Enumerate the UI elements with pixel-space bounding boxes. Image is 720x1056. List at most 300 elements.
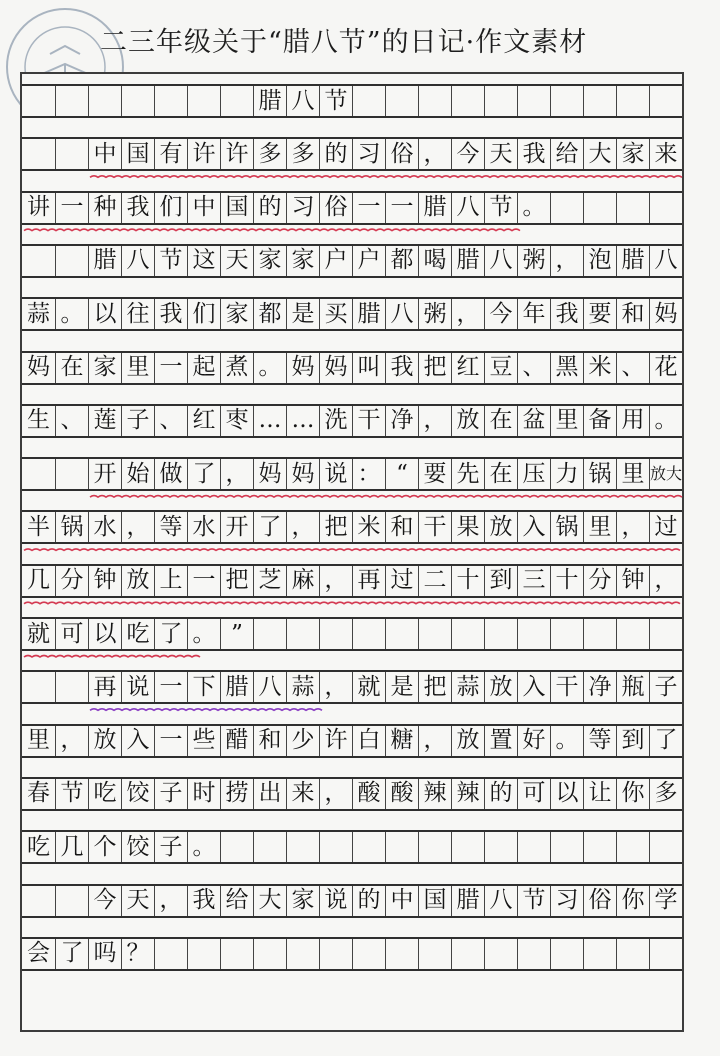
grid-cell (88, 86, 121, 116)
grid-cell: 多 (286, 139, 319, 169)
grid-cell: 先 (451, 459, 484, 489)
grid-cell: 要 (583, 299, 616, 329)
grid-cell: 这 (187, 246, 220, 276)
grid-cell: 习 (550, 886, 583, 916)
grid-cell (418, 86, 451, 116)
grid-cell (418, 619, 451, 649)
grid-cell (352, 939, 385, 969)
grid-cell: 在 (484, 459, 517, 489)
grid-cell: 说 (121, 672, 154, 702)
essay-line (22, 937, 682, 971)
essay-line (22, 510, 682, 544)
grid-cell: 分 (55, 566, 88, 596)
grid-cell: 国 (121, 139, 154, 169)
grid-cell: 里 (27, 727, 50, 754)
grid-cell: 米 (583, 353, 616, 383)
grid-cell: 多 (649, 779, 682, 809)
grid-cell: ， (418, 139, 451, 169)
grid-cell: 里 (616, 459, 649, 489)
grid-cell: 你 (616, 779, 649, 809)
grid-cell: 几 (27, 567, 50, 594)
grid-cell: 净 (385, 406, 418, 436)
grid-cell: 辣 (451, 779, 484, 809)
grid-cell (550, 939, 583, 969)
grid-cell (55, 672, 88, 702)
grid-cell: ： (352, 459, 385, 489)
grid-cell: 就 (27, 620, 50, 647)
grid-cell: 腊 (220, 672, 253, 702)
essay-line (22, 777, 682, 811)
grid-cell: 家 (286, 246, 319, 276)
grid-cell: 红 (451, 353, 484, 383)
grid-cell: 往 (121, 299, 154, 329)
grid-cell: 分 (583, 566, 616, 596)
grid-cell: 放 (121, 566, 154, 596)
grid-cell: 中 (385, 886, 418, 916)
grid-cell: 红 (187, 406, 220, 436)
grid-cell: 吗 (88, 939, 121, 969)
grid-cell (649, 939, 682, 969)
grid-cell: 家 (88, 353, 121, 383)
grid-cell: 以 (550, 779, 583, 809)
grid-cell: 生 (27, 407, 50, 434)
grid-cell: 一 (154, 353, 187, 383)
grid-cell: 始 (121, 459, 154, 489)
grid-cell: 和 (253, 726, 286, 756)
grid-cell: 天 (484, 139, 517, 169)
grid-cell (550, 86, 583, 116)
grid-cell (286, 832, 319, 862)
grid-cell: ， (319, 566, 352, 596)
grid-cell: 放 (88, 726, 121, 756)
grid-cell: 放 (451, 726, 484, 756)
grid-cell (550, 619, 583, 649)
grid-cell: 粥 (517, 246, 550, 276)
grid-cell: 腊 (88, 246, 121, 276)
essay-line (22, 191, 682, 225)
grid-cell: 开 (88, 459, 121, 489)
grid-cell (451, 939, 484, 969)
grid-cell: 在 (484, 406, 517, 436)
grid-cell (385, 939, 418, 969)
grid-cell: 。 (253, 353, 286, 383)
grid-cell: 入 (517, 512, 550, 542)
grid-cell (55, 459, 88, 489)
grid-cell: 莲 (88, 406, 121, 436)
grid-cell: 了 (154, 619, 187, 649)
grid-cell (22, 246, 55, 276)
grid-cell: 了 (55, 939, 88, 969)
grid-cell (22, 459, 55, 489)
grid-cell (517, 619, 550, 649)
grid-cell: 户 (319, 246, 352, 276)
grid-cell: 妈 (27, 354, 50, 380)
grid-cell (22, 672, 55, 702)
grid-cell: 的 (484, 779, 517, 809)
grid-cell (22, 139, 55, 169)
grid-cell: 俗 (583, 886, 616, 916)
grid-cell: 以 (88, 299, 121, 329)
grid-cell: 入 (517, 672, 550, 702)
grid-cell: ， (319, 779, 352, 809)
grid-cell: ， (550, 246, 583, 276)
grid-cell (220, 939, 253, 969)
grid-cell (385, 832, 418, 862)
grid-cell (583, 86, 616, 116)
grid-cell: ， (286, 512, 319, 542)
grid-cell: 妈 (286, 459, 319, 489)
grid-cell (616, 619, 649, 649)
grid-cell: 再 (88, 672, 121, 702)
grid-cell: 一 (55, 193, 88, 223)
grid-cell (55, 139, 88, 169)
grid-cell: 习 (352, 139, 385, 169)
grid-cell: 个 (88, 832, 121, 862)
grid-cell: 讲 (27, 194, 50, 221)
grid-cell: 黑 (550, 353, 583, 383)
grid-cell: 今 (484, 299, 517, 329)
grid-cell: ， (616, 512, 649, 542)
grid-cell: 在 (55, 353, 88, 383)
grid-cell: 好 (517, 726, 550, 756)
grid-cell: 家 (253, 246, 286, 276)
grid-cell: 吃 (27, 833, 50, 860)
grid-cell: 出 (253, 779, 286, 809)
page-header (0, 0, 720, 70)
grid-cell: 。 (187, 619, 220, 649)
grid-cell (451, 619, 484, 649)
grid-cell: 把 (418, 672, 451, 702)
grid-cell: 妈 (253, 459, 286, 489)
grid-cell: 家 (286, 886, 319, 916)
grid-cell: 过 (649, 512, 682, 542)
grid-cell (649, 193, 682, 223)
grid-cell: 中 (88, 139, 121, 169)
grid-cell: 水 (88, 512, 121, 542)
grid-cell: 里 (121, 353, 154, 383)
grid-cell: 年 (517, 299, 550, 329)
grid-cell: 放 (451, 406, 484, 436)
grid-cell: 。 (649, 406, 682, 436)
grid-cell: 里 (550, 406, 583, 436)
grid-cell: 子 (154, 832, 187, 862)
grid-cell: ， (55, 726, 88, 756)
grid-cell: 盆 (517, 406, 550, 436)
grid-cell: 了 (253, 512, 286, 542)
grid-cell: 可 (55, 619, 88, 649)
grid-cell: 糖 (385, 726, 418, 756)
grid-cell: 干 (550, 672, 583, 702)
grid-cell (649, 86, 682, 116)
grid-cell: 蒜 (27, 300, 50, 327)
grid-cell (583, 619, 616, 649)
grid-cell: 一 (352, 193, 385, 223)
grid-cell (484, 832, 517, 862)
grid-cell: 钟 (616, 566, 649, 596)
grid-cell: 就 (352, 672, 385, 702)
grid-cell: 时 (187, 779, 220, 809)
grid-cell: 洗 (319, 406, 352, 436)
grid-cell (517, 86, 550, 116)
grid-cell (121, 86, 154, 116)
grid-cell (484, 619, 517, 649)
grid-cell: 锅 (550, 512, 583, 542)
grid-cell: 八 (385, 299, 418, 329)
essay-line (22, 297, 682, 331)
grid-cell: 十 (451, 566, 484, 596)
grid-cell: 净 (583, 672, 616, 702)
essay-line (22, 404, 682, 438)
grid-cell: 说 (319, 886, 352, 916)
grid-cell: 煮 (220, 353, 253, 383)
grid-cell: 枣 (220, 406, 253, 436)
grid-cell: 来 (649, 139, 682, 169)
grid-cell: 八 (121, 246, 154, 276)
grid-cell: 许 (319, 726, 352, 756)
grid-cell: 八 (484, 886, 517, 916)
grid-cell: 天 (220, 246, 253, 276)
grid-cell: 水 (187, 512, 220, 542)
grid-cell: 买 (319, 299, 352, 329)
grid-cell: 和 (616, 299, 649, 329)
grid-cell: 干 (418, 512, 451, 542)
grid-cell: ， (220, 459, 253, 489)
grid-cell (385, 86, 418, 116)
grid-cell: 让 (583, 779, 616, 809)
grid-cell: 吃 (121, 619, 154, 649)
grid-cell: 八 (451, 193, 484, 223)
grid-cell: ， (418, 406, 451, 436)
grid-cell: 中 (187, 193, 220, 223)
grid-cell: 来 (286, 779, 319, 809)
grid-cell: 把 (220, 566, 253, 596)
grid-cell: 节 (319, 86, 352, 116)
grid-cell: 半 (27, 513, 50, 540)
grid-cell: 锅 (55, 512, 88, 542)
grid-cell (187, 86, 220, 116)
grid-cell (616, 193, 649, 223)
grid-cell: 、 (55, 406, 88, 436)
grid-cell (253, 939, 286, 969)
grid-cell (418, 939, 451, 969)
grid-cell: 力 (550, 459, 583, 489)
grid-cell: 放 (484, 512, 517, 542)
grid-cell: 和 (385, 512, 418, 542)
grid-cell: ， (649, 566, 682, 596)
grid-cell: … (286, 406, 319, 436)
grid-cell (352, 86, 385, 116)
grid-cell: 、 (154, 406, 187, 436)
grid-cell (484, 86, 517, 116)
page-title: 二三年级关于“腊八节”的日记·作文素材 (100, 27, 588, 58)
grid-cell (154, 86, 187, 116)
grid-cell: 吃 (88, 779, 121, 809)
grid-cell: 喝 (418, 246, 451, 276)
grid-cell: 腊 (451, 886, 484, 916)
essay-line (22, 564, 682, 598)
grid-cell: 的 (253, 193, 286, 223)
grid-cell (616, 86, 649, 116)
grid-cell (451, 832, 484, 862)
grid-cell: 给 (220, 886, 253, 916)
grid-cell: 大 (253, 886, 286, 916)
grid-cell (253, 832, 286, 862)
grid-cell: 白 (352, 726, 385, 756)
grid-cell: 了 (649, 726, 682, 756)
grid-cell: 入 (121, 726, 154, 756)
grid-cell: 种 (88, 193, 121, 223)
grid-cell: 果 (451, 512, 484, 542)
grid-cell: ， (319, 672, 352, 702)
grid-cell: 一 (154, 726, 187, 756)
grid-cell (352, 832, 385, 862)
grid-cell: 俗 (319, 193, 352, 223)
grid-cell: 们 (154, 193, 187, 223)
grid-cell: 。 (55, 299, 88, 329)
grid-cell: 我 (154, 299, 187, 329)
grid-cell: 花 (649, 353, 682, 383)
grid-cell (418, 832, 451, 862)
grid-cell: 到 (484, 566, 517, 596)
grid-cell: 我 (550, 299, 583, 329)
grid-cell: 户 (352, 246, 385, 276)
grid-cell: 腊 (352, 299, 385, 329)
grid-cell: 豆 (484, 353, 517, 383)
grid-cell: 都 (385, 246, 418, 276)
grid-cell (319, 832, 352, 862)
grid-cell (22, 86, 55, 116)
grid-cell: 说 (319, 459, 352, 489)
grid-cell: 放 (484, 672, 517, 702)
grid-cell: ？ (121, 939, 154, 969)
grid-cell: 锅 (583, 459, 616, 489)
grid-cell: 以 (88, 619, 121, 649)
grid-cell: 钟 (88, 566, 121, 596)
grid-cell (220, 86, 253, 116)
grid-cell: 大 (583, 139, 616, 169)
grid-cell (583, 193, 616, 223)
grid-cell: 家 (220, 299, 253, 329)
grid-cell: 今 (88, 886, 121, 916)
essay-line (22, 724, 682, 758)
essay-line (22, 617, 682, 651)
grid-cell: 给 (550, 139, 583, 169)
grid-cell: 十 (550, 566, 583, 596)
grid-cell: 天 (121, 886, 154, 916)
grid-cell: 节 (517, 886, 550, 916)
grid-cell: 下 (187, 672, 220, 702)
grid-cell: 一 (385, 193, 418, 223)
grid-cell: 里 (583, 512, 616, 542)
grid-cell: 等 (154, 512, 187, 542)
grid-cell: 的 (319, 139, 352, 169)
essay-line (22, 351, 682, 385)
grid-cell: 许 (187, 139, 220, 169)
grid-cell: ” (220, 619, 253, 649)
grid-cell: 蒜 (451, 672, 484, 702)
grid-cell: 习 (286, 193, 319, 223)
grid-cell: 节 (55, 779, 88, 809)
grid-cell: 们 (187, 299, 220, 329)
grid-cell: 家 (616, 139, 649, 169)
grid-cell: ， (154, 886, 187, 916)
grid-cell (616, 832, 649, 862)
grid-cell: 芝 (253, 566, 286, 596)
grid-cell: 几 (55, 832, 88, 862)
grid-cell: 瓶 (616, 672, 649, 702)
grid-cell: 八 (286, 86, 319, 116)
grid-cell: 。 (550, 726, 583, 756)
grid-cell: 放大 (649, 459, 682, 489)
grid-cell: 一 (154, 672, 187, 702)
grid-cell: 会 (27, 940, 50, 967)
grid-cell: “ (385, 459, 418, 489)
grid-cell (517, 832, 550, 862)
grid-cell: 饺 (121, 832, 154, 862)
grid-cell: 蒜 (286, 672, 319, 702)
grid-cell (154, 939, 187, 969)
grid-cell: 过 (385, 566, 418, 596)
grid-cell: 我 (517, 139, 550, 169)
grid-cell: 到 (616, 726, 649, 756)
grid-cell: 置 (484, 726, 517, 756)
grid-cell (550, 832, 583, 862)
grid-cell (55, 246, 88, 276)
grid-cell: ， (451, 299, 484, 329)
grid-cell: 。 (517, 193, 550, 223)
grid-cell: 麻 (286, 566, 319, 596)
grid-cell: 腊 (451, 246, 484, 276)
essay-line (22, 457, 682, 491)
grid-cell: 做 (154, 459, 187, 489)
grid-cell: 把 (418, 353, 451, 383)
grid-cell: 醋 (220, 726, 253, 756)
grid-cell (451, 86, 484, 116)
grid-cell: 再 (352, 566, 385, 596)
grid-cell (220, 832, 253, 862)
grid-cell: 了 (187, 459, 220, 489)
grid-cell (253, 619, 286, 649)
grid-cell (649, 832, 682, 862)
grid-cell: 米 (352, 512, 385, 542)
grid-cell: 干 (352, 406, 385, 436)
grid-cell: 八 (253, 672, 286, 702)
grid-cell: 是 (385, 672, 418, 702)
grid-cell: 少 (286, 726, 319, 756)
grid-cell: 辣 (418, 779, 451, 809)
grid-cell: 八 (649, 246, 682, 276)
grid-cell: ， (418, 726, 451, 756)
grid-cell: … (253, 406, 286, 436)
grid-cell: 、 (616, 353, 649, 383)
grid-cell: 把 (319, 512, 352, 542)
grid-cell: 学 (649, 886, 682, 916)
grid-cell: 节 (484, 193, 517, 223)
grid-cell (616, 939, 649, 969)
grid-cell: 些 (187, 726, 220, 756)
grid-cell: 许 (220, 139, 253, 169)
grid-cell: 妈 (286, 353, 319, 383)
grid-cell: 腊 (418, 193, 451, 223)
grid-cell: 压 (517, 459, 550, 489)
grid-cell: 子 (121, 406, 154, 436)
grid-cell (385, 619, 418, 649)
grid-cell (286, 619, 319, 649)
grid-cell: 等 (583, 726, 616, 756)
grid-cell: 开 (220, 512, 253, 542)
grid-cell: 八 (484, 246, 517, 276)
grid-cell: 要 (418, 459, 451, 489)
